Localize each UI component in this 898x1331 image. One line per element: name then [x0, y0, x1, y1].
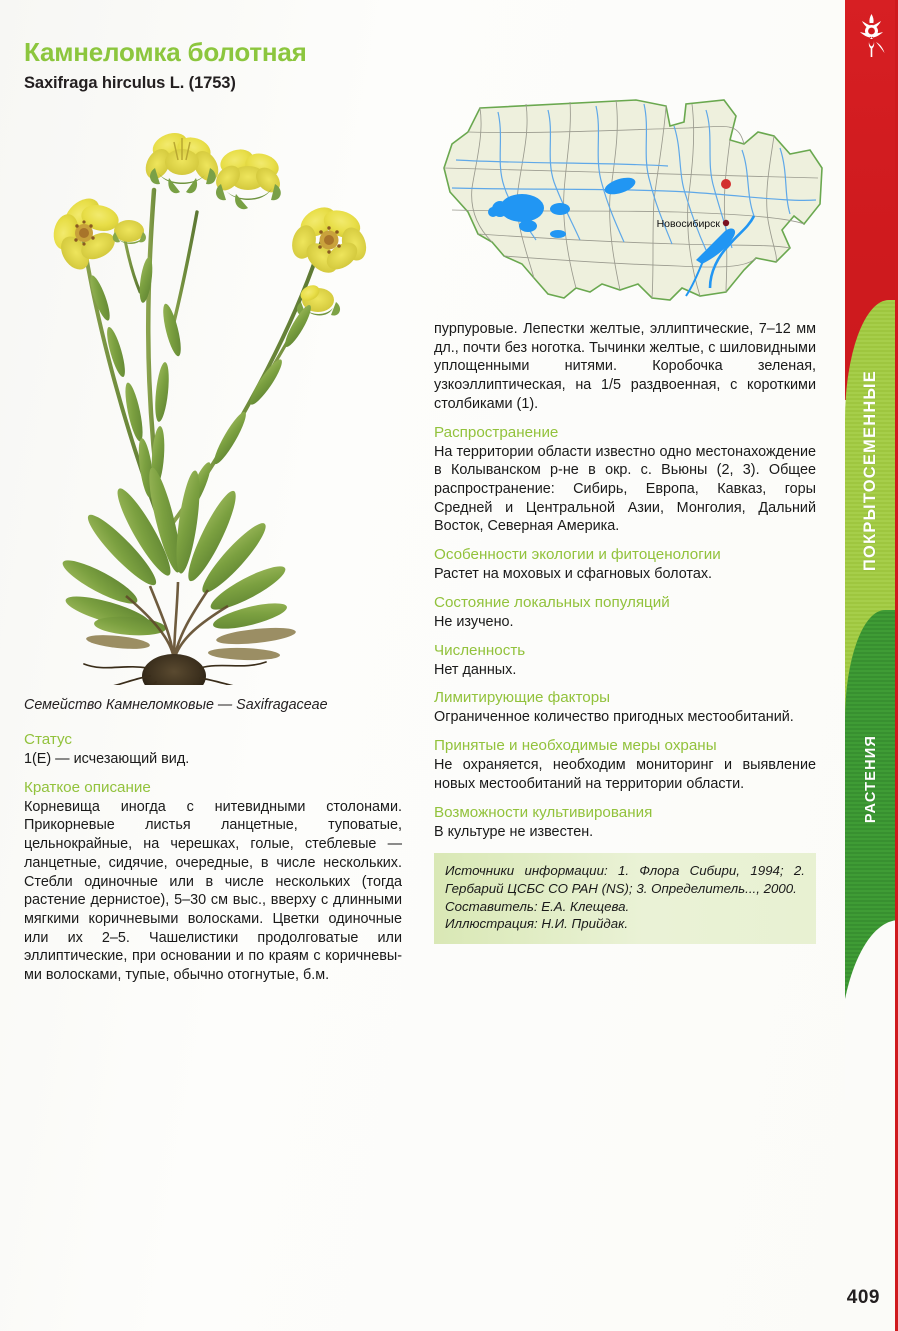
section-heading: Краткое описание	[24, 778, 151, 796]
section-cultivation	[434, 803, 816, 842]
oblast-map-svg	[438, 92, 834, 314]
section-abundance	[434, 641, 816, 680]
section-ecology	[434, 545, 816, 584]
section-body: 1(Е) — исчезающий вид.	[24, 751, 190, 767]
cauline-leaves	[87, 256, 315, 516]
section-distribution	[434, 423, 816, 537]
occurrence-marker	[721, 179, 731, 189]
section-limiting-factors	[434, 688, 816, 727]
plant-illustration	[22, 120, 412, 685]
section-body: Растет на моховых и сфагновых болотах.	[434, 566, 713, 583]
page-header	[24, 38, 424, 93]
section-body: Не охраняется, необходим мониторинг и выявление новых местообитаний на территории области.	[434, 757, 816, 792]
section-heading: Состояние локальных популяций	[434, 593, 670, 611]
section-heading: Статус	[24, 731, 73, 748]
illustrator-line: Иллюстрация: Н.И. Прийдак.	[445, 916, 629, 932]
tab-label-plants: РАСТЕНИЯ	[863, 735, 879, 824]
saxifraga-illustration-svg	[22, 120, 412, 685]
page-title: Камнеломка болотная	[24, 37, 307, 67]
family-line: Семейство Камнеломковые — Saxifragaceae	[24, 697, 328, 713]
sources-line: Источники информации: 1. Флора Сибири, 1994; 2. Гербарий ЦСБС СО РАН (NS); 3. Определитель..., 2000.	[445, 863, 805, 896]
distribution-map	[438, 92, 834, 314]
section-body: Не изучено.	[434, 613, 514, 630]
section-heading: Распространение	[434, 423, 559, 441]
section-body: Корневища иногда с нитевидными столонами. Прикорневые листья ланцетные, туповатые, цельнокрайные, на черешках, голые, стеблевые — ланцетные, сидячие, очередные, в числе нескольких. Стебли одиночные или в числе нескольких (тогда растение дернистое), 5–30 см выс., вверху с длинными мягкими коричневыми волосками. Цветки одиночные или их 2–5. Чашелистики продолговатые или эллиптические, при основании и по краям с коричневыми волосками, тупые, обычно отогнутые, б.м.	[24, 798, 402, 984]
section-heading: Особенности экологии и фитоценологии	[434, 546, 721, 564]
section-protection-measures	[434, 736, 816, 793]
flower-center-right	[211, 145, 285, 209]
compiler-line: Составитель: Е.А. Клещева.	[445, 898, 630, 914]
section-body: На территории области известно одно местонахождение в Колыванском р-не в окр. с. Вьюны (2, 3). Общее распространение: Сибирь, Европа, Кавказ, горы Средней и Центральной Азии, Монголия, Дальний Восток, Северная Америка.	[434, 443, 816, 535]
basal-rosette	[58, 465, 296, 661]
section-heading: Численность	[434, 641, 526, 659]
flower-center	[141, 128, 223, 193]
section-short-description	[24, 778, 402, 985]
right-text-column	[434, 320, 816, 944]
flower-left	[51, 192, 122, 275]
lead-paragraph: пурпуровые. Лепестки желтые, эллиптические, 7–12 мм дл., почти без ноготка. Тычинки желтые, с шиловидными уплощенными нитями. Коробочка зеленая, узкоэллиптическая, на 1/5 раздвоенная, с короткими столбиками (1).	[434, 321, 816, 412]
left-text-column	[24, 697, 402, 985]
city-marker	[723, 220, 729, 226]
section-heading: Принятые и необходимые меры охраны	[434, 737, 717, 755]
section-body: В культуре не известен.	[434, 823, 594, 840]
section-tab-strip	[845, 0, 898, 1331]
section-status	[24, 730, 402, 769]
section-body: Нет данных.	[434, 661, 517, 678]
orchid-icon	[856, 12, 887, 58]
section-local-populations	[434, 593, 816, 632]
city-label: Новосибирск	[656, 218, 720, 230]
section-body: Ограниченное количество пригодных местообитаний.	[434, 709, 794, 726]
sources-box	[434, 853, 816, 944]
tab-label-angiosperms: ПОКРЫТОСЕМЕННЫЕ	[861, 370, 879, 572]
page-number: 409	[846, 1287, 880, 1308]
section-heading: Возможности культивирования	[434, 803, 653, 821]
latin-name: Saxifraga hirculus L. (1753)	[24, 73, 236, 92]
flower-right	[289, 201, 370, 278]
section-heading: Лимитирующие факторы	[434, 689, 611, 707]
